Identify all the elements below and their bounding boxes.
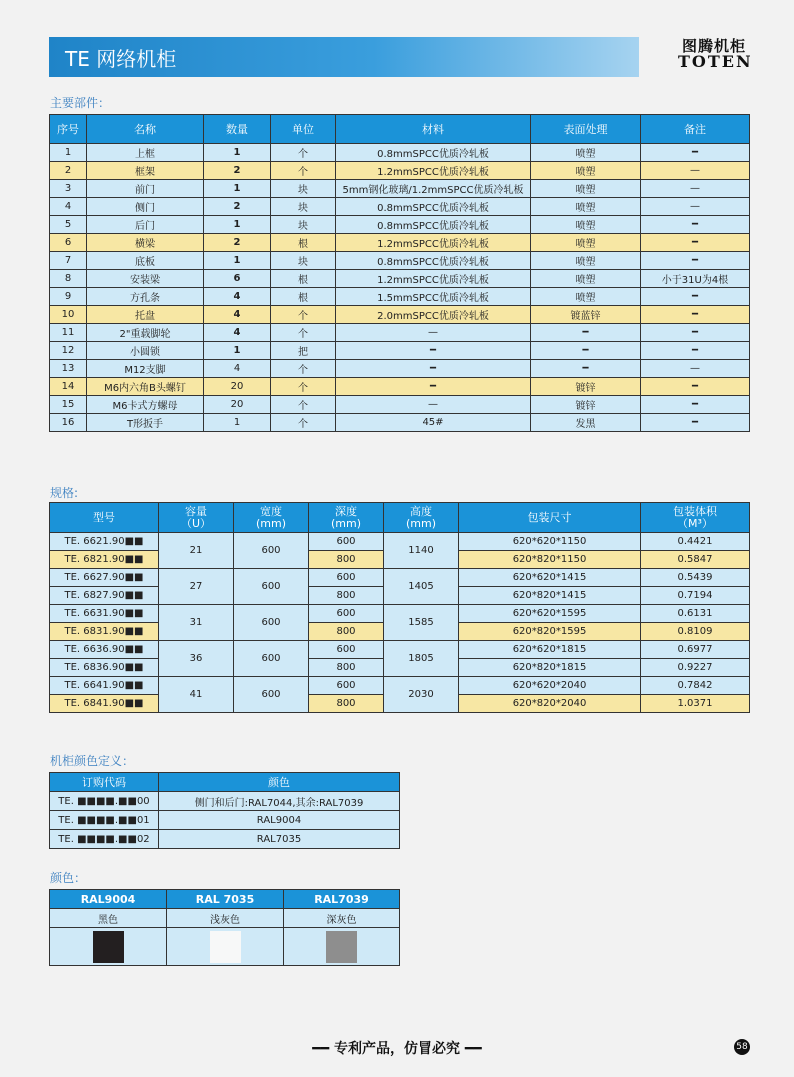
- height-cell: 2030: [384, 677, 459, 713]
- parts-cell: —: [641, 180, 750, 198]
- parts-row: [50, 270, 750, 288]
- parts-cell: 个: [271, 144, 336, 162]
- parts-cell: 8: [50, 270, 87, 288]
- parts-cell: 喷塑: [531, 216, 641, 234]
- depth-cell: 600: [309, 641, 384, 659]
- parts-row: [50, 216, 750, 234]
- parts-cell: 方孔条: [87, 288, 204, 306]
- parts-cell: 1.5mmSPCC优质冷轧板: [336, 288, 531, 306]
- parts-cell: 1.2mmSPCC优质冷轧板: [336, 270, 531, 288]
- parts-header-cell: 材料: [336, 115, 531, 144]
- page-number: 58: [734, 1039, 750, 1055]
- parts-row: [50, 198, 750, 216]
- parts-cell: 喷塑: [531, 288, 641, 306]
- parts-cell: 小于31U为4根: [641, 270, 750, 288]
- model-cell: TE. 6821.90■■: [50, 551, 159, 569]
- parts-cell: 镀蓝锌: [531, 306, 641, 324]
- specs-header-cell: 包装体积 （M³）: [641, 503, 750, 533]
- parts-cell: 1: [204, 414, 271, 432]
- parts-cell: 根: [271, 234, 336, 252]
- order-code-cell: TE. ■■■■.■■02: [50, 830, 159, 849]
- footer-slogan: ━━ 专利产品，仿冒必究 ━━: [312, 1041, 482, 1057]
- parts-cell: ━: [641, 144, 750, 162]
- parts-cell: 根: [271, 288, 336, 306]
- parts-cell: 1: [204, 342, 271, 360]
- parts-cell: 块: [271, 180, 336, 198]
- specs-row: [50, 533, 750, 551]
- model-cell: TE. 6831.90■■: [50, 623, 159, 641]
- parts-row: [50, 288, 750, 306]
- parts-cell: 2: [204, 234, 271, 252]
- parts-cell: ━: [641, 306, 750, 324]
- parts-row: [50, 162, 750, 180]
- parts-cell: ━: [641, 378, 750, 396]
- parts-row: [50, 180, 750, 198]
- parts-row: [50, 396, 750, 414]
- swatch-cell: [284, 928, 400, 966]
- parts-cell: 4: [204, 360, 271, 378]
- specs-header-cell: 包装尺寸: [459, 503, 641, 533]
- parts-cell: 横梁: [87, 234, 204, 252]
- parts-table: [49, 114, 750, 432]
- ral-code-cell: RAL9004: [50, 890, 167, 909]
- parts-cell: 镀锌: [531, 396, 641, 414]
- model-cell: TE. 6631.90■■: [50, 605, 159, 623]
- pack-size-cell: 620*820*1815: [459, 659, 641, 677]
- pack-volume-cell: 0.5847: [641, 551, 750, 569]
- pack-size-cell: 620*820*1415: [459, 587, 641, 605]
- specs-header-cell: 深度 (mm): [309, 503, 384, 533]
- width-cell: 600: [234, 641, 309, 677]
- pack-size-cell: 620*620*2040: [459, 677, 641, 695]
- parts-cell: ━: [336, 342, 531, 360]
- parts-cell: 2"重载脚轮: [87, 324, 204, 342]
- parts-cell: 底板: [87, 252, 204, 270]
- parts-cell: 0.8mmSPCC优质冷轧板: [336, 252, 531, 270]
- color-desc-cell: 侧门和后门:RAL7044,其余:RAL7039: [159, 792, 400, 811]
- pack-size-cell: 620*620*1150: [459, 533, 641, 551]
- parts-cell: 托盘: [87, 306, 204, 324]
- pack-size-cell: 620*820*1150: [459, 551, 641, 569]
- code-row: [50, 811, 400, 830]
- parts-cell: 喷塑: [531, 162, 641, 180]
- pack-size-cell: 620*820*1595: [459, 623, 641, 641]
- parts-cell: ━: [641, 414, 750, 432]
- color-swatch: [326, 931, 357, 963]
- parts-cell: 2: [204, 198, 271, 216]
- depth-cell: 600: [309, 677, 384, 695]
- parts-cell: 2: [50, 162, 87, 180]
- swatch-cell: [167, 928, 284, 966]
- parts-cell: 2.0mmSPCC优质冷轧板: [336, 306, 531, 324]
- parts-cell: 侧门: [87, 198, 204, 216]
- specs-header-cell: 容量 （U）: [159, 503, 234, 533]
- specs-row: [50, 677, 750, 695]
- code-row: [50, 792, 400, 811]
- color-desc-cell: RAL9004: [159, 811, 400, 830]
- model-cell: TE. 6841.90■■: [50, 695, 159, 713]
- pack-volume-cell: 0.4421: [641, 533, 750, 551]
- parts-cell: 把: [271, 342, 336, 360]
- depth-cell: 800: [309, 659, 384, 677]
- parts-cell: 4: [204, 324, 271, 342]
- depth-cell: 600: [309, 533, 384, 551]
- parts-cell: 1.2mmSPCC优质冷轧板: [336, 234, 531, 252]
- parts-cell: 喷塑: [531, 234, 641, 252]
- code-row: [50, 830, 400, 849]
- parts-cell: ━: [641, 342, 750, 360]
- code-header-cell: 颜色: [159, 773, 400, 792]
- parts-cell: 15: [50, 396, 87, 414]
- parts-header-cell: 表面处理: [531, 115, 641, 144]
- parts-cell: 45#: [336, 414, 531, 432]
- parts-cell: 14: [50, 378, 87, 396]
- parts-cell: 后门: [87, 216, 204, 234]
- parts-cell: 个: [271, 324, 336, 342]
- parts-cell: 个: [271, 414, 336, 432]
- parts-row: [50, 324, 750, 342]
- model-cell: TE. 6827.90■■: [50, 587, 159, 605]
- parts-cell: 框架: [87, 162, 204, 180]
- color-desc-cell: RAL7035: [159, 830, 400, 849]
- pack-volume-cell: 0.9227: [641, 659, 750, 677]
- parts-cell: 个: [271, 378, 336, 396]
- parts-cell: 喷塑: [531, 144, 641, 162]
- width-cell: 600: [234, 677, 309, 713]
- parts-cell: 16: [50, 414, 87, 432]
- parts-cell: 20: [204, 396, 271, 414]
- parts-cell: —: [336, 396, 531, 414]
- parts-cell: M6内六角B头螺钉: [87, 378, 204, 396]
- parts-row: [50, 342, 750, 360]
- pack-volume-cell: 1.0371: [641, 695, 750, 713]
- color-swatch: [93, 931, 124, 963]
- depth-cell: 800: [309, 623, 384, 641]
- parts-cell: 0.8mmSPCC优质冷轧板: [336, 198, 531, 216]
- logo-en: TOTEN: [678, 52, 753, 71]
- page-title: TE 网络机柜: [49, 37, 639, 77]
- parts-cell: ━: [641, 234, 750, 252]
- parts-cell: M12支脚: [87, 360, 204, 378]
- code-header-cell: 订购代码: [50, 773, 159, 792]
- parts-cell: 4: [204, 306, 271, 324]
- capacity-cell: 21: [159, 533, 234, 569]
- parts-cell: 13: [50, 360, 87, 378]
- height-cell: 1805: [384, 641, 459, 677]
- color-swatch: [210, 931, 241, 963]
- depth-cell: 800: [309, 587, 384, 605]
- depth-cell: 800: [309, 695, 384, 713]
- parts-header-cell: 名称: [87, 115, 204, 144]
- parts-cell: 安装梁: [87, 270, 204, 288]
- parts-cell: M6卡式方螺母: [87, 396, 204, 414]
- parts-row: [50, 414, 750, 432]
- parts-cell: 小圆锁: [87, 342, 204, 360]
- parts-cell: ━: [641, 252, 750, 270]
- parts-cell: —: [336, 324, 531, 342]
- parts-cell: —: [641, 360, 750, 378]
- parts-cell: ━: [641, 216, 750, 234]
- model-cell: TE. 6641.90■■: [50, 677, 159, 695]
- parts-cell: 根: [271, 270, 336, 288]
- parts-cell: ━: [531, 342, 641, 360]
- parts-cell: 9: [50, 288, 87, 306]
- parts-cell: 6: [204, 270, 271, 288]
- color-name-cell: 浅灰色: [167, 909, 284, 928]
- parts-cell: 0.8mmSPCC优质冷轧板: [336, 144, 531, 162]
- capacity-cell: 31: [159, 605, 234, 641]
- parts-cell: 7: [50, 252, 87, 270]
- pack-volume-cell: 0.7842: [641, 677, 750, 695]
- parts-cell: —: [641, 198, 750, 216]
- pack-size-cell: 620*620*1595: [459, 605, 641, 623]
- parts-cell: 块: [271, 252, 336, 270]
- ral-code-cell: RAL 7035: [167, 890, 284, 909]
- pack-volume-cell: 0.5439: [641, 569, 750, 587]
- parts-cell: 4: [204, 288, 271, 306]
- width-cell: 600: [234, 605, 309, 641]
- parts-cell: 喷塑: [531, 252, 641, 270]
- parts-cell: ━: [531, 360, 641, 378]
- brand-logo: [678, 37, 753, 71]
- pack-size-cell: 620*820*2040: [459, 695, 641, 713]
- logo-cn: 图腾机柜: [681, 37, 746, 55]
- parts-cell: 6: [50, 234, 87, 252]
- order-code-cell: TE. ■■■■.■■00: [50, 792, 159, 811]
- parts-cell: 喷塑: [531, 180, 641, 198]
- parts-section-title: 主要部件：: [50, 96, 111, 110]
- parts-cell: 5mm钢化玻璃/1.2mmSPCC优质冷轧板: [336, 180, 531, 198]
- parts-cell: 1: [204, 252, 271, 270]
- parts-cell: ━: [336, 378, 531, 396]
- specs-section-title: 规格:: [50, 486, 79, 500]
- parts-row: [50, 378, 750, 396]
- depth-cell: 600: [309, 605, 384, 623]
- order-code-cell: TE. ■■■■.■■01: [50, 811, 159, 830]
- depth-cell: 800: [309, 551, 384, 569]
- pack-size-cell: 620*620*1815: [459, 641, 641, 659]
- color-code-table: [49, 772, 400, 849]
- swatch-cell: [50, 928, 167, 966]
- capacity-cell: 36: [159, 641, 234, 677]
- color-swatch-table: [49, 889, 400, 966]
- parts-cell: 喷塑: [531, 270, 641, 288]
- width-cell: 600: [234, 533, 309, 569]
- pack-volume-cell: 0.6977: [641, 641, 750, 659]
- parts-row: [50, 252, 750, 270]
- colors-section-title: 颜色：: [50, 871, 87, 885]
- ral-code-cell: RAL7039: [284, 890, 400, 909]
- parts-cell: 镀锌: [531, 378, 641, 396]
- pack-size-cell: 620*620*1415: [459, 569, 641, 587]
- parts-cell: 上框: [87, 144, 204, 162]
- specs-header-cell: 宽度 (mm): [234, 503, 309, 533]
- parts-cell: 1: [50, 144, 87, 162]
- parts-header-cell: 数量: [204, 115, 271, 144]
- parts-header-cell: 单位: [271, 115, 336, 144]
- parts-cell: ━: [531, 324, 641, 342]
- specs-header-cell: 高度 (mm): [384, 503, 459, 533]
- parts-cell: 1.2mmSPCC优质冷轧板: [336, 162, 531, 180]
- parts-cell: 3: [50, 180, 87, 198]
- parts-row: [50, 306, 750, 324]
- pack-volume-cell: 0.6131: [641, 605, 750, 623]
- specs-row: [50, 605, 750, 623]
- parts-header-cell: 备注: [641, 115, 750, 144]
- parts-cell: 个: [271, 306, 336, 324]
- depth-cell: 600: [309, 569, 384, 587]
- height-cell: 1140: [384, 533, 459, 569]
- parts-cell: 10: [50, 306, 87, 324]
- height-cell: 1585: [384, 605, 459, 641]
- parts-cell: 1: [204, 180, 271, 198]
- specs-header-cell: 型号: [50, 503, 159, 533]
- parts-cell: 个: [271, 360, 336, 378]
- parts-cell: ━: [336, 360, 531, 378]
- parts-cell: 1: [204, 144, 271, 162]
- color-name-cell: 深灰色: [284, 909, 400, 928]
- parts-cell: 12: [50, 342, 87, 360]
- specs-row: [50, 641, 750, 659]
- color-name-cell: 黑色: [50, 909, 167, 928]
- specs-table: [49, 502, 750, 713]
- model-cell: TE. 6836.90■■: [50, 659, 159, 677]
- specs-row: [50, 569, 750, 587]
- model-cell: TE. 6636.90■■: [50, 641, 159, 659]
- parts-row: [50, 360, 750, 378]
- parts-cell: 1: [204, 216, 271, 234]
- parts-cell: 个: [271, 396, 336, 414]
- parts-cell: 喷塑: [531, 198, 641, 216]
- parts-cell: 0.8mmSPCC优质冷轧板: [336, 216, 531, 234]
- parts-cell: 个: [271, 162, 336, 180]
- parts-cell: T形扳手: [87, 414, 204, 432]
- parts-cell: 块: [271, 198, 336, 216]
- height-cell: 1405: [384, 569, 459, 605]
- parts-cell: 发黑: [531, 414, 641, 432]
- parts-cell: 2: [204, 162, 271, 180]
- parts-header-cell: 序号: [50, 115, 87, 144]
- capacity-cell: 27: [159, 569, 234, 605]
- pack-volume-cell: 0.7194: [641, 587, 750, 605]
- model-cell: TE. 6621.90■■: [50, 533, 159, 551]
- width-cell: 600: [234, 569, 309, 605]
- pack-volume-cell: 0.8109: [641, 623, 750, 641]
- parts-row: [50, 234, 750, 252]
- parts-cell: ━: [641, 396, 750, 414]
- parts-cell: ━: [641, 324, 750, 342]
- parts-cell: 4: [50, 198, 87, 216]
- model-cell: TE. 6627.90■■: [50, 569, 159, 587]
- capacity-cell: 41: [159, 677, 234, 713]
- parts-cell: 20: [204, 378, 271, 396]
- parts-cell: 块: [271, 216, 336, 234]
- parts-cell: ━: [641, 288, 750, 306]
- parts-cell: —: [641, 162, 750, 180]
- parts-cell: 前门: [87, 180, 204, 198]
- parts-cell: 5: [50, 216, 87, 234]
- color-def-section-title: 机柜颜色定义：: [50, 754, 135, 768]
- parts-cell: 11: [50, 324, 87, 342]
- parts-row: [50, 144, 750, 162]
